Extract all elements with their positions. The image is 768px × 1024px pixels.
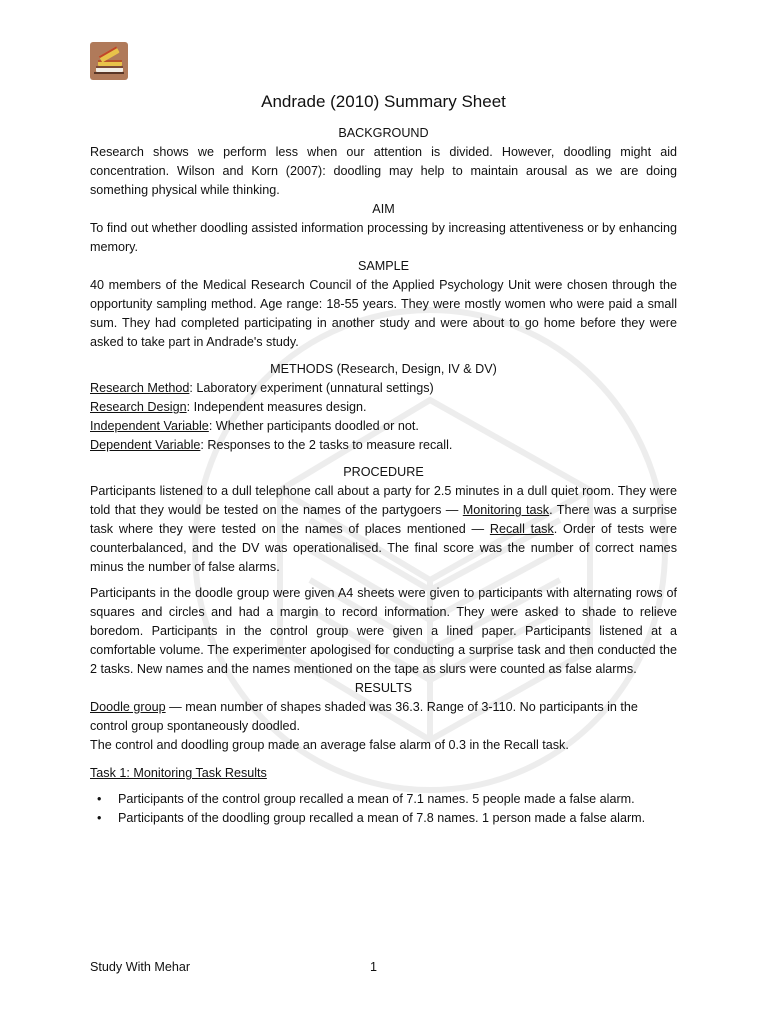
- aim-heading: AIM: [372, 202, 395, 216]
- aim-paragraph: To find out whether doodling assisted information processing by increasing attentiveness or by enhancing memory.: [90, 221, 677, 254]
- methods-heading: METHODS (Research, Design, IV & DV): [270, 362, 497, 376]
- background-citation: Wilson and Korn (2007): [176, 164, 323, 178]
- bullet-icon: •: [97, 811, 102, 825]
- task-1-title: Task 1: Monitoring Task Results: [90, 766, 267, 780]
- sample-heading: SAMPLE: [357, 259, 410, 273]
- method-value: : Independent measures design.: [186, 400, 367, 414]
- list-item: [90, 790, 677, 809]
- background-text: Research shows we perform less when our attention is divided. However, doodling might aid concentration.: [90, 145, 677, 178]
- results-false-alarm-paragraph: The control and doodling group made an average false alarm of 0.3 in the Recall task.: [90, 738, 569, 752]
- method-label: Dependent Variable: [90, 438, 201, 452]
- document-body: [90, 88, 677, 828]
- results-doodle-paragraph: [90, 698, 677, 736]
- method-value: : Responses to the 2 tasks to measure recall.: [200, 438, 453, 452]
- background-heading: BACKGROUND: [338, 126, 429, 140]
- books-icon: [90, 42, 128, 80]
- procedure-text: . There was a surprise task where they were tested on the names of places mentioned —: [90, 503, 678, 536]
- method-item: [90, 436, 677, 455]
- method-value: : Whether participants doodled or not.: [208, 419, 419, 433]
- procedure-heading: PROCEDURE: [343, 465, 424, 479]
- footer-brand: Study With Mehar: [90, 960, 191, 974]
- method-item: [90, 417, 677, 436]
- monitoring-task-term: Monitoring task: [462, 503, 550, 517]
- page-number: 1: [370, 960, 378, 974]
- method-label: Research Method: [90, 381, 190, 395]
- procedure-text: . Order of tests were counterbalanced, and the DV was operationalised. The final score was the number of correct names minus the number of false alarms.: [90, 522, 677, 574]
- background-paragraph: [90, 143, 677, 200]
- method-value: : Laboratory experiment (unnatural settings): [189, 381, 434, 395]
- sample-paragraph: 40 members of the Medical Research Council of the Applied Psychology Unit were chosen through the opportunity sampling method. Age range: 18-55 years. They were mostly women who were paid a small sum. They had completed participating in another study and were about to go home before they were asked to take part in Andrade's study.: [90, 278, 677, 349]
- method-item: [90, 379, 677, 398]
- procedure-paragraph-1: [90, 482, 677, 577]
- page-title: Andrade (2010) Summary Sheet: [261, 92, 506, 111]
- results-text: — mean number of shapes shaded was 36.3. Range of 3-110. No participants in the control group spontaneously doodled.: [90, 700, 638, 733]
- task-1-list: [90, 790, 677, 828]
- list-item: [90, 809, 677, 828]
- background-text-continued: : doodling may help to maintain arousal as we are doing something physical while thinking.: [90, 164, 677, 197]
- method-label: Independent Variable: [90, 419, 209, 433]
- method-label: Research Design: [90, 400, 187, 414]
- bullet-icon: •: [97, 792, 102, 806]
- recall-task-term: Recall task: [489, 522, 554, 536]
- list-item-text: Participants of the doodling group recalled a mean of 7.8 names. 1 person made a false alarm.: [118, 811, 646, 825]
- results-heading: RESULTS: [354, 681, 413, 695]
- method-item: [90, 398, 677, 417]
- procedure-text: Participants listened to a dull telephone call about a party for 2.5 minutes in a dull quiet room. They were told that they would be tested on the names of the partygoers —: [90, 484, 677, 517]
- list-item-text: Participants of the control group recalled a mean of 7.1 names. 5 people made a false alarm.: [118, 792, 635, 806]
- doodle-group-term: Doodle group: [90, 700, 166, 714]
- procedure-paragraph-2: Participants in the doodle group were given A4 sheets were given to participants with alternating rows of squares and circles and had a margin to record information. They were asked to shade to relieve boredom. Participants in the control group were given a lined paper. Participants listened at a comfortable volume. The experimenter apologised for conducting a surprise task and then conducted the 2 tasks. New names and the names mentioned on the tape as slurs were counted as false alarms.: [90, 586, 677, 676]
